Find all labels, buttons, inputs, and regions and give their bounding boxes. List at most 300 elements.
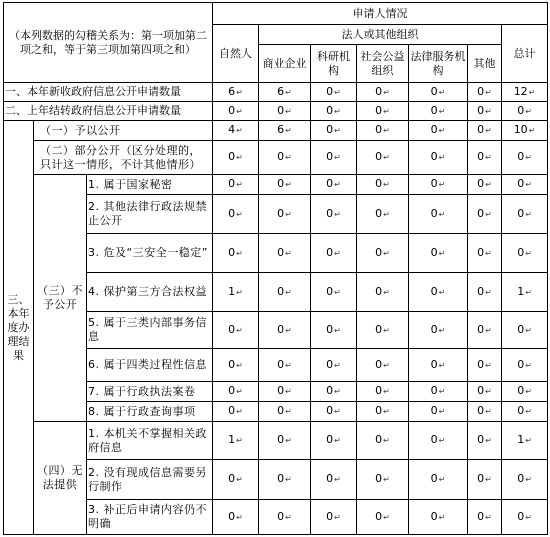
- paragraph-mark: ↵: [334, 407, 341, 416]
- paragraph-mark: ↵: [438, 209, 446, 219]
- value-cell: [468, 312, 502, 349]
- value-cell: [502, 349, 548, 382]
- paragraph-mark: ↵: [438, 407, 446, 416]
- cell-value: 0: [430, 245, 438, 259]
- cell-value: 0: [477, 404, 485, 417]
- legal-or-other-org-header: 法人或其他组织: [259, 25, 502, 45]
- cell-value: 0: [228, 206, 236, 220]
- cell-value: 0: [375, 404, 383, 417]
- cell-value: 0: [326, 322, 334, 336]
- cell-value: 0: [430, 357, 438, 371]
- value-cell: [409, 422, 468, 460]
- paragraph-mark: ↵: [334, 436, 341, 445]
- paragraph-mark: ↵: [285, 436, 292, 445]
- cell-value: 10: [513, 123, 528, 136]
- cell-value: 1: [517, 433, 525, 446]
- paragraph-mark: ↵: [334, 287, 341, 297]
- cell-value: 0: [430, 384, 438, 397]
- paragraph-mark: ↵: [525, 325, 532, 335]
- cell-value: 0: [430, 433, 438, 446]
- row-label: 4. 保护第三方合法权益: [87, 273, 213, 312]
- cell-value: 0: [228, 384, 236, 397]
- cell-value: 0: [228, 472, 236, 485]
- cell-value: 0: [477, 509, 485, 523]
- cell-value: 0: [477, 150, 485, 163]
- cell-value: 0: [326, 404, 334, 417]
- cell-value: 0: [277, 245, 285, 259]
- row-label: 7. 属于行政执法案卷: [87, 382, 213, 402]
- cell-value: 0: [277, 177, 285, 190]
- value-cell: [259, 460, 311, 500]
- paragraph-mark: ↵: [236, 106, 243, 116]
- value-cell: [409, 349, 468, 382]
- paragraph-mark: ↵: [383, 106, 390, 116]
- paragraph-mark: ↵: [285, 209, 292, 219]
- cell-value: 0: [228, 404, 236, 417]
- value-cell: [409, 234, 468, 273]
- cell-value: 0: [517, 509, 525, 523]
- row-label: （一）予以公开: [34, 121, 213, 141]
- cell-value: 0: [228, 509, 236, 523]
- value-cell: [259, 273, 311, 312]
- cell-value: 0: [477, 322, 485, 336]
- value-cell: [409, 460, 468, 500]
- value-cell: [213, 195, 259, 234]
- column-note: （本列数据的勾稽关系为：第一项加第二项之和，等于第三项加第四项之和）: [4, 3, 213, 83]
- paragraph-mark: ↵: [334, 180, 341, 189]
- value-cell: [259, 195, 311, 234]
- value-cell: [357, 402, 409, 422]
- paragraph-mark: ↵: [438, 287, 446, 297]
- value-cell: [409, 121, 468, 141]
- paragraph-mark: ↵: [285, 407, 292, 416]
- paragraph-mark: ↵: [285, 287, 292, 297]
- value-cell: [357, 349, 409, 382]
- value-cell: [468, 273, 502, 312]
- paragraph-mark: ↵: [334, 512, 341, 522]
- paragraph-mark: ↵: [236, 248, 243, 258]
- paragraph-mark: ↵: [438, 360, 446, 370]
- gov-info-disclosure-table: [3, 2, 548, 535]
- value-cell: [468, 402, 502, 422]
- value-cell: [357, 382, 409, 402]
- row-label: （二）部分公开（区分处理的，只计这一情形，不计其他情形）: [34, 141, 213, 175]
- unable-group-label: （四）无法提供: [34, 422, 87, 535]
- cell-value: 0: [326, 357, 334, 371]
- paragraph-mark: ↵: [285, 248, 292, 258]
- paragraph-mark: ↵: [525, 436, 532, 445]
- paragraph-mark: ↵: [383, 475, 390, 484]
- value-cell: [311, 195, 357, 234]
- cell-value: 4: [228, 123, 236, 136]
- cell-value: 0: [375, 84, 383, 98]
- paragraph-mark: ↵: [485, 248, 492, 258]
- paragraph-mark: ↵: [285, 153, 292, 162]
- value-cell: [502, 195, 548, 234]
- commercial-enterprise-header: 商业企业: [259, 45, 311, 83]
- value-cell: [213, 349, 259, 382]
- paragraph-mark: ↵: [485, 87, 492, 97]
- paragraph-mark: ↵: [383, 407, 390, 416]
- paragraph-mark: ↵: [383, 387, 390, 396]
- value-cell: [311, 460, 357, 500]
- paragraph-mark: ↵: [383, 126, 390, 135]
- row-label: 1. 属于国家秘密: [87, 175, 213, 195]
- cell-value: 0: [477, 245, 485, 259]
- cell-value: 0: [326, 150, 334, 163]
- paragraph-mark: ↵: [525, 512, 532, 522]
- value-cell: [213, 102, 259, 121]
- value-cell: [213, 500, 259, 535]
- paragraph-mark: ↵: [485, 209, 492, 219]
- paragraph-mark: ↵: [525, 180, 532, 189]
- cell-value: 0: [375, 433, 383, 446]
- value-cell: [357, 273, 409, 312]
- paragraph-mark: ↵: [438, 87, 446, 97]
- cell-value: 0: [477, 206, 485, 220]
- cell-value: 0: [477, 284, 485, 298]
- value-cell: [357, 141, 409, 175]
- value-cell: [502, 402, 548, 422]
- cell-value: 0: [228, 150, 236, 163]
- value-cell: [311, 121, 357, 141]
- cell-value: 0: [277, 509, 285, 523]
- value-cell: [259, 500, 311, 535]
- cell-value: 0: [326, 123, 334, 136]
- value-cell: [468, 83, 502, 102]
- paragraph-mark: ↵: [236, 475, 243, 484]
- value-cell: [357, 121, 409, 141]
- row-partial: [4, 141, 548, 175]
- cell-value: 0: [430, 150, 438, 163]
- value-cell: [468, 234, 502, 273]
- value-cell: [468, 175, 502, 195]
- value-cell: [259, 102, 311, 121]
- row-new-requests: [4, 83, 548, 102]
- paragraph-mark: ↵: [383, 180, 390, 189]
- paragraph-mark: ↵: [236, 209, 243, 219]
- value-cell: [502, 273, 548, 312]
- natural-person-header: 自然人: [213, 25, 259, 83]
- paragraph-mark: ↵: [438, 325, 446, 335]
- paragraph-mark: ↵: [236, 360, 243, 370]
- row-label: 6. 属于四类过程性信息: [87, 349, 213, 382]
- value-cell: [357, 195, 409, 234]
- paragraph-mark: ↵: [485, 325, 492, 335]
- value-cell: [468, 349, 502, 382]
- cell-value: 0: [326, 177, 334, 190]
- row-unable-1: [4, 422, 548, 460]
- value-cell: [409, 273, 468, 312]
- value-cell: [311, 422, 357, 460]
- value-cell: [259, 312, 311, 349]
- cell-value: 1: [228, 284, 236, 298]
- paragraph-mark: ↵: [285, 512, 292, 522]
- paragraph-mark: ↵: [334, 248, 341, 258]
- value-cell: [213, 121, 259, 141]
- value-cell: [357, 422, 409, 460]
- value-cell: [311, 175, 357, 195]
- value-cell: [409, 195, 468, 234]
- paragraph-mark: ↵: [528, 126, 536, 135]
- cell-value: 0: [277, 206, 285, 220]
- value-cell: [357, 460, 409, 500]
- paragraph-mark: ↵: [525, 407, 532, 416]
- deny-group-label: （三）不予公开: [34, 175, 87, 422]
- cell-value: 0: [430, 404, 438, 417]
- cell-value: 0: [375, 123, 383, 136]
- paragraph-mark: ↵: [236, 287, 243, 297]
- paragraph-mark: ↵: [485, 106, 492, 116]
- paragraph-mark: ↵: [383, 248, 390, 258]
- value-cell: [409, 102, 468, 121]
- paragraph-mark: ↵: [236, 407, 243, 416]
- paragraph-mark: ↵: [334, 126, 341, 135]
- value-cell: [468, 500, 502, 535]
- paragraph-mark: ↵: [383, 209, 390, 219]
- value-cell: [311, 141, 357, 175]
- cell-value: 0: [277, 322, 285, 336]
- value-cell: [502, 422, 548, 460]
- paragraph-mark: ↵: [236, 126, 243, 135]
- value-cell: [502, 175, 548, 195]
- paragraph-mark: ↵: [438, 475, 446, 484]
- paragraph-mark: ↵: [485, 287, 492, 297]
- row-label: 3. 危及“三安全一稳定”: [87, 234, 213, 273]
- paragraph-mark: ↵: [236, 387, 243, 396]
- paragraph-mark: ↵: [438, 180, 446, 189]
- paragraph-mark: ↵: [285, 106, 292, 116]
- cell-value: 0: [228, 103, 236, 117]
- paragraph-mark: ↵: [485, 387, 492, 396]
- paragraph-mark: ↵: [485, 475, 492, 484]
- value-cell: [259, 121, 311, 141]
- paragraph-mark: ↵: [485, 153, 492, 162]
- paragraph-mark: ↵: [334, 360, 341, 370]
- research-institution-header: 科研机构: [311, 45, 357, 83]
- value-cell: [409, 500, 468, 535]
- row-label: 8. 属于行政查询事项: [87, 402, 213, 422]
- value-cell: [409, 175, 468, 195]
- value-cell: [311, 349, 357, 382]
- paragraph-mark: ↵: [438, 126, 446, 135]
- cell-value: 0: [228, 322, 236, 336]
- cell-value: 0: [326, 103, 334, 117]
- total-header: 总计: [502, 25, 548, 83]
- header-row-1: [4, 3, 548, 25]
- value-cell: [259, 382, 311, 402]
- paragraph-mark: ↵: [236, 180, 243, 189]
- cell-value: 1: [228, 433, 236, 446]
- paragraph-mark: ↵: [485, 126, 492, 135]
- cell-value: 0: [477, 84, 485, 98]
- cell-value: 0: [375, 103, 383, 117]
- cell-value: 0: [430, 206, 438, 220]
- paragraph-mark: ↵: [383, 287, 390, 297]
- cell-value: 0: [477, 103, 485, 117]
- paragraph-mark: ↵: [485, 360, 492, 370]
- value-cell: [502, 312, 548, 349]
- paragraph-mark: ↵: [525, 153, 532, 162]
- paragraph-mark: ↵: [285, 180, 292, 189]
- cell-value: 0: [430, 123, 438, 136]
- value-cell: [468, 195, 502, 234]
- value-cell: [259, 349, 311, 382]
- paragraph-mark: ↵: [236, 153, 243, 162]
- cell-value: 0: [277, 284, 285, 298]
- value-cell: [409, 83, 468, 102]
- value-cell: [357, 102, 409, 121]
- paragraph-mark: ↵: [485, 407, 492, 416]
- row-label: 3. 补正后申请内容仍不明确: [87, 500, 213, 535]
- cell-value: 0: [477, 177, 485, 190]
- value-cell: [357, 83, 409, 102]
- paragraph-mark: ↵: [485, 512, 492, 522]
- value-cell: [311, 312, 357, 349]
- value-cell: [259, 141, 311, 175]
- row-grant: [4, 121, 548, 141]
- cell-value: 0: [375, 206, 383, 220]
- paragraph-mark: ↵: [236, 512, 243, 522]
- row-label: 2. 没有现成信息需要另行制作: [87, 460, 213, 500]
- paragraph-mark: ↵: [285, 325, 292, 335]
- paragraph-mark: ↵: [383, 512, 390, 522]
- paragraph-mark: ↵: [525, 248, 532, 258]
- cell-value: 0: [277, 150, 285, 163]
- cell-value: 0: [277, 357, 285, 371]
- paragraph-mark: ↵: [236, 436, 243, 445]
- cell-value: 0: [430, 509, 438, 523]
- cell-value: 0: [277, 384, 285, 397]
- cell-value: 0: [228, 357, 236, 371]
- value-cell: [468, 382, 502, 402]
- row-label: 1. 本机关不掌握相关政府信息: [87, 422, 213, 460]
- value-cell: [213, 422, 259, 460]
- cell-value: 0: [430, 322, 438, 336]
- cell-value: 0: [517, 245, 525, 259]
- cell-value: 0: [517, 206, 525, 220]
- social-welfare-org-header: 社会公益组织: [357, 45, 409, 83]
- paragraph-mark: ↵: [334, 325, 341, 335]
- paragraph-mark: ↵: [438, 153, 446, 162]
- cell-value: 0: [228, 177, 236, 190]
- paragraph-mark: ↵: [285, 87, 292, 97]
- paragraph-mark: ↵: [438, 248, 446, 258]
- value-cell: [502, 141, 548, 175]
- value-cell: [502, 500, 548, 535]
- cell-value: 0: [277, 472, 285, 485]
- value-cell: [502, 121, 548, 141]
- paragraph-mark: ↵: [334, 209, 341, 219]
- cell-value: 0: [375, 357, 383, 371]
- value-cell: [213, 83, 259, 102]
- value-cell: [468, 141, 502, 175]
- value-cell: [357, 175, 409, 195]
- row-label: 二、上年结转政府信息公开申请数量: [4, 102, 213, 121]
- value-cell: [213, 175, 259, 195]
- value-cell: [213, 460, 259, 500]
- row-label: 2. 其他法律行政法规禁止公开: [87, 195, 213, 234]
- paragraph-mark: ↵: [285, 387, 292, 396]
- cell-value: 0: [517, 150, 525, 163]
- cell-value: 0: [517, 103, 525, 117]
- value-cell: [311, 234, 357, 273]
- cell-value: 0: [517, 384, 525, 397]
- value-cell: [502, 382, 548, 402]
- cell-value: 0: [430, 103, 438, 117]
- paragraph-mark: ↵: [383, 87, 390, 97]
- value-cell: [213, 402, 259, 422]
- value-cell: [259, 422, 311, 460]
- cell-value: 0: [375, 509, 383, 523]
- value-cell: [259, 83, 311, 102]
- cell-value: 0: [326, 472, 334, 485]
- paragraph-mark: ↵: [525, 106, 532, 116]
- cell-value: 0: [430, 84, 438, 98]
- paragraph-mark: ↵: [528, 87, 536, 97]
- cell-value: 0: [430, 177, 438, 190]
- paragraph-mark: ↵: [525, 387, 532, 396]
- cell-value: 0: [277, 103, 285, 117]
- value-cell: [311, 102, 357, 121]
- row-label: 一、本年新收政府信息公开申请数量: [4, 83, 213, 102]
- cell-value: 0: [326, 433, 334, 446]
- cell-value: 0: [375, 150, 383, 163]
- value-cell: [213, 234, 259, 273]
- cell-value: 0: [375, 245, 383, 259]
- value-cell: [502, 102, 548, 121]
- paragraph-mark: ↵: [438, 387, 446, 396]
- cell-value: 0: [326, 384, 334, 397]
- cell-value: 0: [477, 357, 485, 371]
- paragraph-mark: ↵: [334, 475, 341, 484]
- paragraph-mark: ↵: [236, 325, 243, 335]
- value-cell: [311, 402, 357, 422]
- value-cell: [357, 312, 409, 349]
- paragraph-mark: ↵: [485, 180, 492, 189]
- value-cell: [468, 422, 502, 460]
- paragraph-mark: ↵: [334, 87, 341, 97]
- cell-value: 0: [477, 472, 485, 485]
- row-deny-1: [4, 175, 548, 195]
- value-cell: [259, 402, 311, 422]
- value-cell: [468, 121, 502, 141]
- cell-value: 6: [277, 123, 285, 136]
- cell-value: 0: [477, 433, 485, 446]
- paragraph-mark: ↵: [525, 360, 532, 370]
- applicant-situation-header: 申请人情况: [213, 3, 548, 25]
- cell-value: 1: [517, 284, 525, 298]
- cell-value: 0: [375, 322, 383, 336]
- cell-value: 0: [326, 206, 334, 220]
- other-header: 其他: [468, 45, 502, 83]
- cell-value: 0: [277, 404, 285, 417]
- paragraph-mark: ↵: [485, 436, 492, 445]
- cell-value: 0: [375, 177, 383, 190]
- cell-value: 12: [513, 84, 528, 98]
- paragraph-mark: ↵: [334, 153, 341, 162]
- cell-value: 0: [326, 509, 334, 523]
- legal-service-org-header: 法律服务机构: [409, 45, 468, 83]
- value-cell: [311, 83, 357, 102]
- value-cell: [502, 460, 548, 500]
- cell-value: 0: [517, 322, 525, 336]
- cell-value: 0: [326, 284, 334, 298]
- cell-value: 0: [228, 245, 236, 259]
- value-cell: [468, 460, 502, 500]
- value-cell: [311, 273, 357, 312]
- cell-value: 6: [228, 84, 236, 98]
